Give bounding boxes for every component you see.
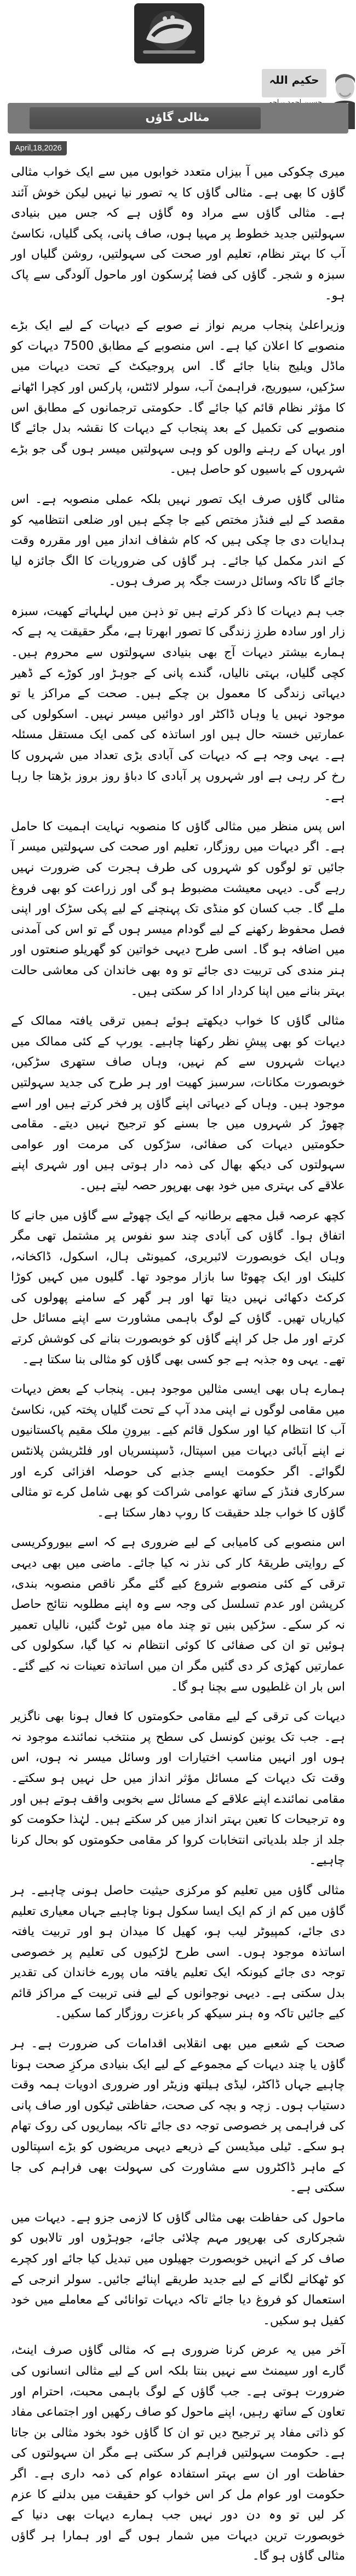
article-paragraph: صحت کے شعبے میں بھی انقلابی اقدامات کی ضرورت ہے۔ ہر گاؤں یا چند دیہات کے مجموعے کے لیے ایک بنیادی مرکزِ صحت ہونا چاہیے جہاں ڈاکٹر، لیڈی ہیلتھ وزیٹر اور ضروری ادویات ہمہ وقت دستیاب ہوں۔ زچہ و بچہ کی صحت، حفاظتی ٹیکوں اور صاف پانی کی فراہمی پر خصوصی توجہ دی جائے تاکہ بیماریوں کی روک تھام ہو سکے۔ ٹیلی میڈیسن کے ذریعے دیہی مریضوں کو بڑے اسپتالوں کے ماہر ڈاکٹروں سے مشاورت کی سہولت بھی فراہم کی جا سکتی ہے۔ [11,2037,345,2195]
article-paragraph: مثالی گاؤں کا خواب دیکھتے ہوئے ہمیں ترقی یافتہ ممالک کے دیہات کو بھی پیشِ نظر رکھنا چاہیے۔ یورپ کے کئی ممالک میں دیہات شہروں سے کم نہیں، وہاں صاف ستھری سڑکیں، خوبصورت مکانات، سرسبز کھیت اور ہر طرح کی جدید سہولتیں موجود ہیں۔ وہاں کے دیہاتی اپنے گاؤں پر فخر کرتے ہیں اور اسے چھوڑ کر شہروں میں جا بسنے کو ترجیح نہیں دیتے۔ مقامی حکومتیں دیہات کی صفائی، سڑکوں کی مرمت اور عوامی سہولتوں کی دیکھ بھال کی ذمہ دار ہوتی ہیں اور شہری اپنے علاقے کی بہتری میں خود بھی بھرپور حصہ لیتے ہیں۔ [11,1014,345,1193]
article-body [11,162,345,2576]
article-paragraph: کچھ عرصہ قبل مجھے برطانیہ کے ایک چھوٹے سے گاؤں میں جانے کا اتفاق ہوا۔ گاؤں کی آبادی چند سو نفوس پر مشتمل تھی مگر وہاں ایک خوبصورت لائبریری، کمیونٹی ہال، اسکول، ڈاکخانہ، کلینک اور ایک چھوٹا سا بازار موجود تھا۔ گلیوں میں کہیں کوڑا کرکٹ دکھائی نہیں دیتا تھا اور ہر گھر کے سامنے پھولوں کی کیاریاں تھیں۔ گاؤں کے لوگ باہمی مشاورت سے اپنے مسائل حل کرتے اور مل جل کر اپنے گاؤں کو خوبصورت بنانے کی کوشش کرتے تھے۔ یہی وہ جذبہ ہے جو کسی بھی گاؤں کو مثالی بنا سکتا ہے۔ [11,1208,345,1367]
article-paragraph: مثالی گاؤں صرف ایک تصور نہیں بلکہ عملی منصوبہ ہے۔ اس مقصد کے لیے فنڈز مختص کیے جا چکے ہیں اور ضلعی انتظامیہ کو ہدایات دی جا چکی ہیں کہ کام شفاف انداز میں اور مقررہ وقت کے اندر مکمل کیا جائے۔ ہر گاؤں کی ضروریات کا الگ جائزہ لیا جائے گا تاکہ وسائل درست جگہ پر صرف ہوں۔ [11,492,345,589]
column-title: مثالی گاؤں [145,111,210,124]
article-paragraph: اس پس منظر میں مثالی گاؤں کا منصوبہ نہایت اہمیت کا حامل ہے۔ اگر دیہات میں روزگار، تعلیم اور صحت کی سہولتیں میسر آ جائیں تو لوگوں کو شہروں کی طرف ہجرت کی ضرورت نہیں رہے گی۔ دیہی معیشت مضبوط ہو گی اور زراعت کو بھی فروغ ملے گا۔ جب کسان کو منڈی تک پہنچنے کے لیے پکی سڑک اور اپنی فصل محفوظ رکھنے کے لیے گودام میسر ہوں گے تو اس کی آمدنی میں اضافہ ہو گا۔ اسی طرح دیہی خواتین کو گھریلو صنعتوں اور ہنر مندی کی تربیت دی جائے تو وہ بھی خاندان کی معاشی حالت بہتر بنانے میں اپنا کردار ادا کر سکتی ہیں۔ [11,819,345,998]
article-paragraph: ماحول کی حفاظت بھی مثالی گاؤں کا لازمی جزو ہے۔ دیہات میں شجرکاری کی بھرپور مہم چلائی جائے، جوہڑوں اور تالابوں کو صاف کر کے انہیں خوبصورت جھیلوں میں تبدیل کیا جائے اور کچرے کو ٹھکانے لگانے کے لیے جدید طریقے اپنائے جائیں۔ سولر انرجی کے استعمال کو فروغ دیا جائے تاکہ دیہات توانائی کے معاملے میں خود کفیل ہو سکیں۔ [11,2210,345,2328]
column-logo-text: حکیم اللہ [269,73,319,86]
article-paragraph: مثالی گاؤں میں تعلیم کو مرکزی حیثیت حاصل ہونی چاہیے۔ ہر گاؤں میں کم از کم ایک ایسا سکول ہونا چاہیے جہاں معیاری تعلیم دی جائے، کمپیوٹر لیب ہو، کھیل کا میدان ہو اور تربیت یافتہ اساتذہ موجود ہوں۔ اسی طرح لڑکیوں کی تعلیم پر خصوصی توجہ دی جائے کیونکہ ایک تعلیم یافتہ ماں پورے خاندان کی تقدیر بدل سکتی ہے۔ دیہی نوجوانوں کے لیے فنی تربیت کے مراکز قائم کیے جائیں تاکہ وہ ہنر سیکھ کر باعزت روزگار کما سکیں۔ [11,1883,345,2021]
article-paragraph: دیہات کی ترقی کے لیے مقامی حکومتوں کا فعال ہونا بھی ناگزیر ہے۔ جب تک یونین کونسل کی سطح پر منتخب نمائندے موجود نہ ہوں اور انہیں مناسب اختیارات اور وسائل میسر نہ ہوں، اس وقت تک دیہات کے مسائل مؤثر انداز میں حل نہیں ہو سکتے۔ مقامی نمائندے اپنے علاقے کے مسائل سے بخوبی واقف ہوتے ہیں اور وہ ترجیحات کا تعین بہتر انداز میں کر سکتے ہیں۔ لہٰذا حکومت کو جلد از جلد بلدیاتی انتخابات کروا کر مقامی حکومتوں کو بحال کرنا چاہیے۔ [11,1710,345,1868]
article-paragraph: میری چکوکی میں آ بیزاں متعدد خوابوں میں سے ایک خواب مثالی گاؤں کا بھی ہے۔ مثالی گاؤں کا یہ تصور نیا نہیں لیکن خوش آئند ہے۔ مثالی گاؤں سے مراد وہ گاؤں ہے کہ جس میں بنیادی سہولتیں جدید خطوط پر مہیا ہوں، صاف پانی، پکی گلیاں، نکاسیٔ آب کا بہتر نظام، تعلیم اور صحت کی سہولتیں، روشن گلیاں اور سبزہ و شجر۔ گاؤں کی فضا پُرسکون اور ماحول آلودگی سے پاک ہو۔ [11,165,345,303]
title-strip [8,103,348,134]
article-paragraph: وزیراعلیٰ پنجاب مریم نواز نے صوبے کے دیہات کے لیے ایک بڑے منصوبے کا اعلان کیا ہے۔ اس منصوبے کے مطابق 7500 دیہات کو ماڈل ویلیج بنایا جائے گا۔ اس پروجیکٹ کے تحت دیہات میں سڑکیں، سیوریج، فراہمیٔ آب، سولر لائٹس، پارکس اور کچرا اٹھانے کا مؤثر نظام قائم کیا جائے گا۔ حکومتی ترجمانوں کے مطابق اس منصوبے کی تکمیل کے بعد پنجاب کے دیہات کا نقشہ بدل جائے گا اور یہاں کے رہنے والوں کو وہی سہولتیں میسر ہوں گی جو بڑے شہروں کے باسیوں کو حاصل ہیں۔ [11,319,345,477]
article-paragraph: آخر میں یہ عرض کرنا ضروری ہے کہ مثالی گاؤں صرف اینٹ، گارے اور سیمنٹ سے نہیں بنتا بلکہ اس کے لیے مثالی انسانوں کی ضرورت ہوتی ہے۔ جب گاؤں کے لوگ باہمی محبت، احترام اور تعاون کے ساتھ رہیں، اپنے ماحول کو صاف رکھیں اور اجتماعی مفاد کو ذاتی مفاد پر ترجیح دیں تو ان کا گاؤں خود بخود مثالی بن جاتا ہے۔ حکومت سہولتیں فراہم کر سکتی ہے مگر ان سہولتوں کی حفاظت اور ان سے بہتر استفادہ عوام کی ذمہ داری ہے۔ اگر حکومت اور عوام مل کر اس خواب کو حقیقت میں بدلنے کا عزم کر لیں تو وہ دن دور نہیں جب ہمارے دیہات بھی دنیا کے خوبصورت ترین دیہات میں شمار ہوں گے اور ہمارا ہر گاؤں مثالی گاؤں ہو گا۔ [11,2343,345,2563]
article-paragraph: ہمارے ہاں بھی ایسی مثالیں موجود ہیں۔ پنجاب کے بعض دیہات میں مقامی لوگوں نے اپنی مدد آپ کے تحت گلیاں پختہ کیں، نکاسیٔ آب کا انتظام کیا اور سکول قائم کیے۔ بیرونِ ملک مقیم پاکستانیوں نے اپنے آبائی دیہات میں اسپتال، ڈسپنسریاں اور فلٹریشن پلانٹس لگوائے۔ اگر حکومت ایسے جذبے کی حوصلہ افزائی کرے اور سرکاری فنڈز کے ساتھ عوامی شراکت کو بھی شامل کرے تو مثالی گاؤں کا خواب جلد حقیقت کا روپ دھار سکتا ہے۔ [11,1382,345,1520]
publish-date: April,18,2026 [10,141,67,155]
dunya-logo-graphic [134,3,204,63]
column-logo-box [262,69,326,97]
dunya-logo-icon [134,3,204,63]
column-header [0,0,356,153]
article-paragraph: اس منصوبے کی کامیابی کے لیے ضروری ہے کہ اسے بیوروکریسی کے روایتی طریقۂ کار کی نذر نہ کیا جائے۔ ماضی میں بھی دیہی ترقی کے کئی منصوبے شروع کیے گئے مگر ناقص منصوبہ بندی، کرپشن اور عدم تسلسل کی وجہ سے وہ اپنے مطلوبہ نتائج حاصل نہ کر سکے۔ سڑکیں بنیں تو چند ماہ میں ٹوٹ گئیں، نالیاں تعمیر ہوئیں تو ان کی صفائی کا کوئی انتظام نہ کیا گیا، سکولوں کی عمارتیں کھڑی کر دی گئیں مگر ان میں اساتذہ تعینات نہ کیے گئے۔ اس بار ان غلطیوں سے بچنا ہو گا۔ [11,1536,345,1694]
article-paragraph: جب ہم دیہات کا ذکر کرتے ہیں تو ذہن میں لہلہاتے کھیت، سبزہ زار اور سادہ طرزِ زندگی کا تصور ابھرتا ہے، مگر حقیقت یہ ہے کہ ہمارے بیشتر دیہات آج بھی بنیادی سہولتوں سے محروم ہیں۔ کچی گلیاں، بہتی نالیاں، گندے پانی کے جوہڑ اور کوڑے کے ڈھیر دیہاتی زندگی کا معمول بن چکے ہیں۔ صحت کے مراکز یا تو موجود نہیں یا وہاں ڈاکٹر اور دوائیں میسر نہیں۔ اسکولوں کی عمارتیں خستہ حال ہیں اور اساتذہ کی کمی ایک مستقل مسئلہ ہے۔ یہی وجہ ہے کہ دیہات کی آبادی بڑی تعداد میں شہروں کا رخ کر رہی ہے اور شہروں پر آبادی کا دباؤ روز بروز بڑھتا جا رہا ہے۔ [11,604,345,804]
